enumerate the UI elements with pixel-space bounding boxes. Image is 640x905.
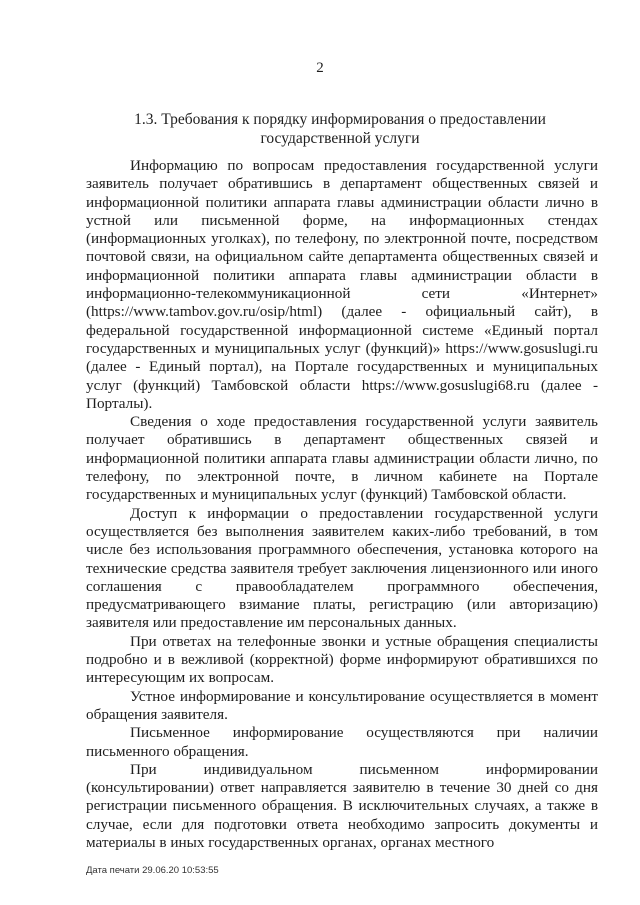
paragraph-oral-info: Устное информирование и консультирование осуществляется в момент обращения заявителя. xyxy=(86,687,598,723)
paragraph-individual-written-info: При индивидуальном письменном информировании (консультировании) ответ направляется заявителю в течение 30 дней со дня регистрации письменного обращения. В исключительных случаях, а также в случае, если для подготовки ответа необходимо запросить документы и материалы в иных государственных органах, органах местного xyxy=(86,760,598,851)
paragraph-written-info: Письменное информирование осуществляются при наличии письменного обращения. xyxy=(86,724,598,760)
section-title-line-2: государственной услуги xyxy=(260,130,420,147)
paragraph-progress-info: Сведения о ходе предоставления государственной услуги заявитель получает обратившись в департамент общественных связей и информационной политики аппарата главы администрации области лично, по телефону, по электронной почте, в личном кабинете на Портале государственных и муниципальных услуг (функций) Тамбовской области. xyxy=(86,413,598,504)
paragraph-information-channels: Информацию по вопросам предоставления государственной услуги заявитель получает обратившись в департамент общественных связей и информационной политики аппарата главы администрации области лично в устной или письменной форме, на информационных стендах (информационных уголках), по телефону, по электронной почте, посредством почтовой связи, на официальном сайте департамента общественных связей и информационной политики аппарата главы администрации области в информационно-телекоммуникационной сети «Интернет» (https://www.tambov.gov.ru/osip/html) (далее - официальный сайт), в федеральной государственной информационной системе «Единый портал государственных и муниципальных услуг (функций)» https://www.gosuslugi.ru (далее - Единый портал), на Портале государственных и муниципальных услуг (функций) Тамбовской области https://www.gosuslugi68.ru (далее - Порталы). xyxy=(86,157,598,412)
paragraph-access-requirements: Доступ к информации о предоставлении государственной услуги осуществляется без выполнения заявителем каких-либо требований, в том числе без использования программного обеспечения, установка которого на технические средства заявителя требует заключения лицензионного или иного соглашения с правообладателем программного обеспечения, предусматривающего взимание платы, регистрацию (или авторизацию) заявителя или предоставление им персональных данных. xyxy=(86,504,598,632)
print-date-footer: Дата печати 29.06.20 10:53:55 xyxy=(86,865,219,876)
section-title xyxy=(120,110,560,148)
document-body xyxy=(86,157,598,852)
section-title-line-1: 1.3. Требования к порядку информирования о предоставлении xyxy=(134,111,546,128)
page-number: 2 xyxy=(316,60,324,76)
paragraph-phone-answers: При ответах на телефонные звонки и устные обращения специалисты подробно и в вежливой (корректной) форме информируют обратившихся по интересующим их вопросам. xyxy=(86,632,598,687)
